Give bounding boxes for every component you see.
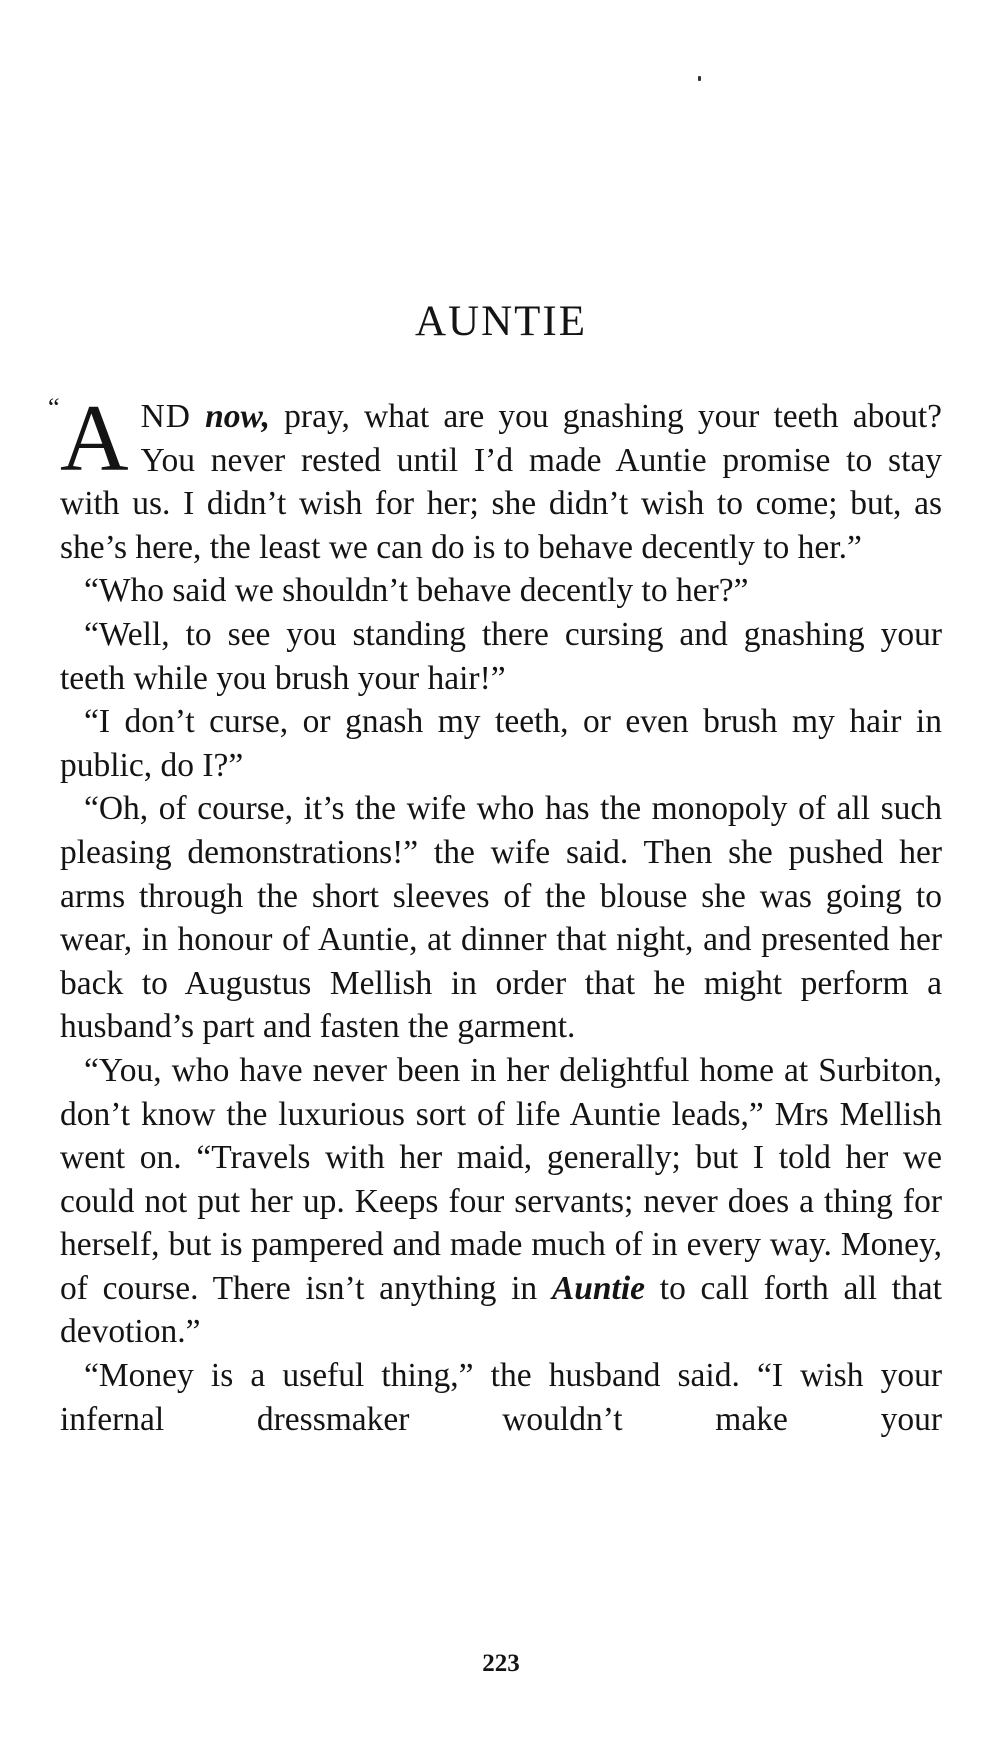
opening-italic-word: now,	[205, 398, 271, 435]
paragraph-auntie-italic: Auntie	[551, 1269, 646, 1307]
paragraph: “Well, to see you standing there cursing and gnashing your teeth while you brush your hair!”	[60, 615, 942, 697]
page-number: 223	[482, 1650, 520, 1677]
drop-cap	[48, 385, 129, 491]
opening-smallcaps: ND	[140, 398, 191, 435]
paragraph-auntie	[60, 1049, 942, 1354]
drop-cap-quote: “	[48, 393, 60, 422]
paragraph-auntie-after: to call forth all that devotion.”	[60, 1269, 942, 1351]
drop-cap-letter: A	[60, 385, 129, 491]
paragraph: “Oh, of course, it’s the wife who has the monopoly of all such pleasing demonstrations!” the wife said. Then she pushed her arms through the short sleeves of the blouse she was going to wear, in honour of Auntie, at dinner that night, and presented her back to Augustus Mellish in order that he might perform a husband’s part and fasten the garment.	[60, 790, 942, 1046]
paragraph: “I don’t curse, or gnash my teeth, or even brush my hair in public, do I?”	[60, 703, 942, 784]
paragraph: “Who said we shouldn’t behave decently to her?”	[84, 572, 749, 610]
chapter-title: AUNTIE	[414, 298, 587, 345]
paragraph-opening	[48, 385, 942, 569]
opening-rest: pray, what are you gnashing your teeth about? You never rested until I’d made Auntie promise to stay with us. I didn’t wish for her; she didn’t wish to come; but, as she’s here, the least we can do is to behave decently to her.”	[60, 398, 942, 566]
paragraph-auntie-before: “You, who have never been in her delightful home at Surbiton, don’t know the luxurious sort of life Auntie leads,” Mrs Mellish went on. “Travels with her maid, generally; but I told her we could not put her up. Keeps four servants; never does a thing for herself, but is pampered and made much of in every way. Money, of course. There isn’t anything in	[60, 1051, 942, 1307]
paragraph-last: “Money is a useful thing,” the husband said. “I wish your infernal dressmaker wouldn’t make your	[60, 1357, 942, 1438]
body-text	[48, 385, 942, 1441]
ink-speck	[698, 76, 701, 81]
book-page	[48, 0, 942, 1739]
